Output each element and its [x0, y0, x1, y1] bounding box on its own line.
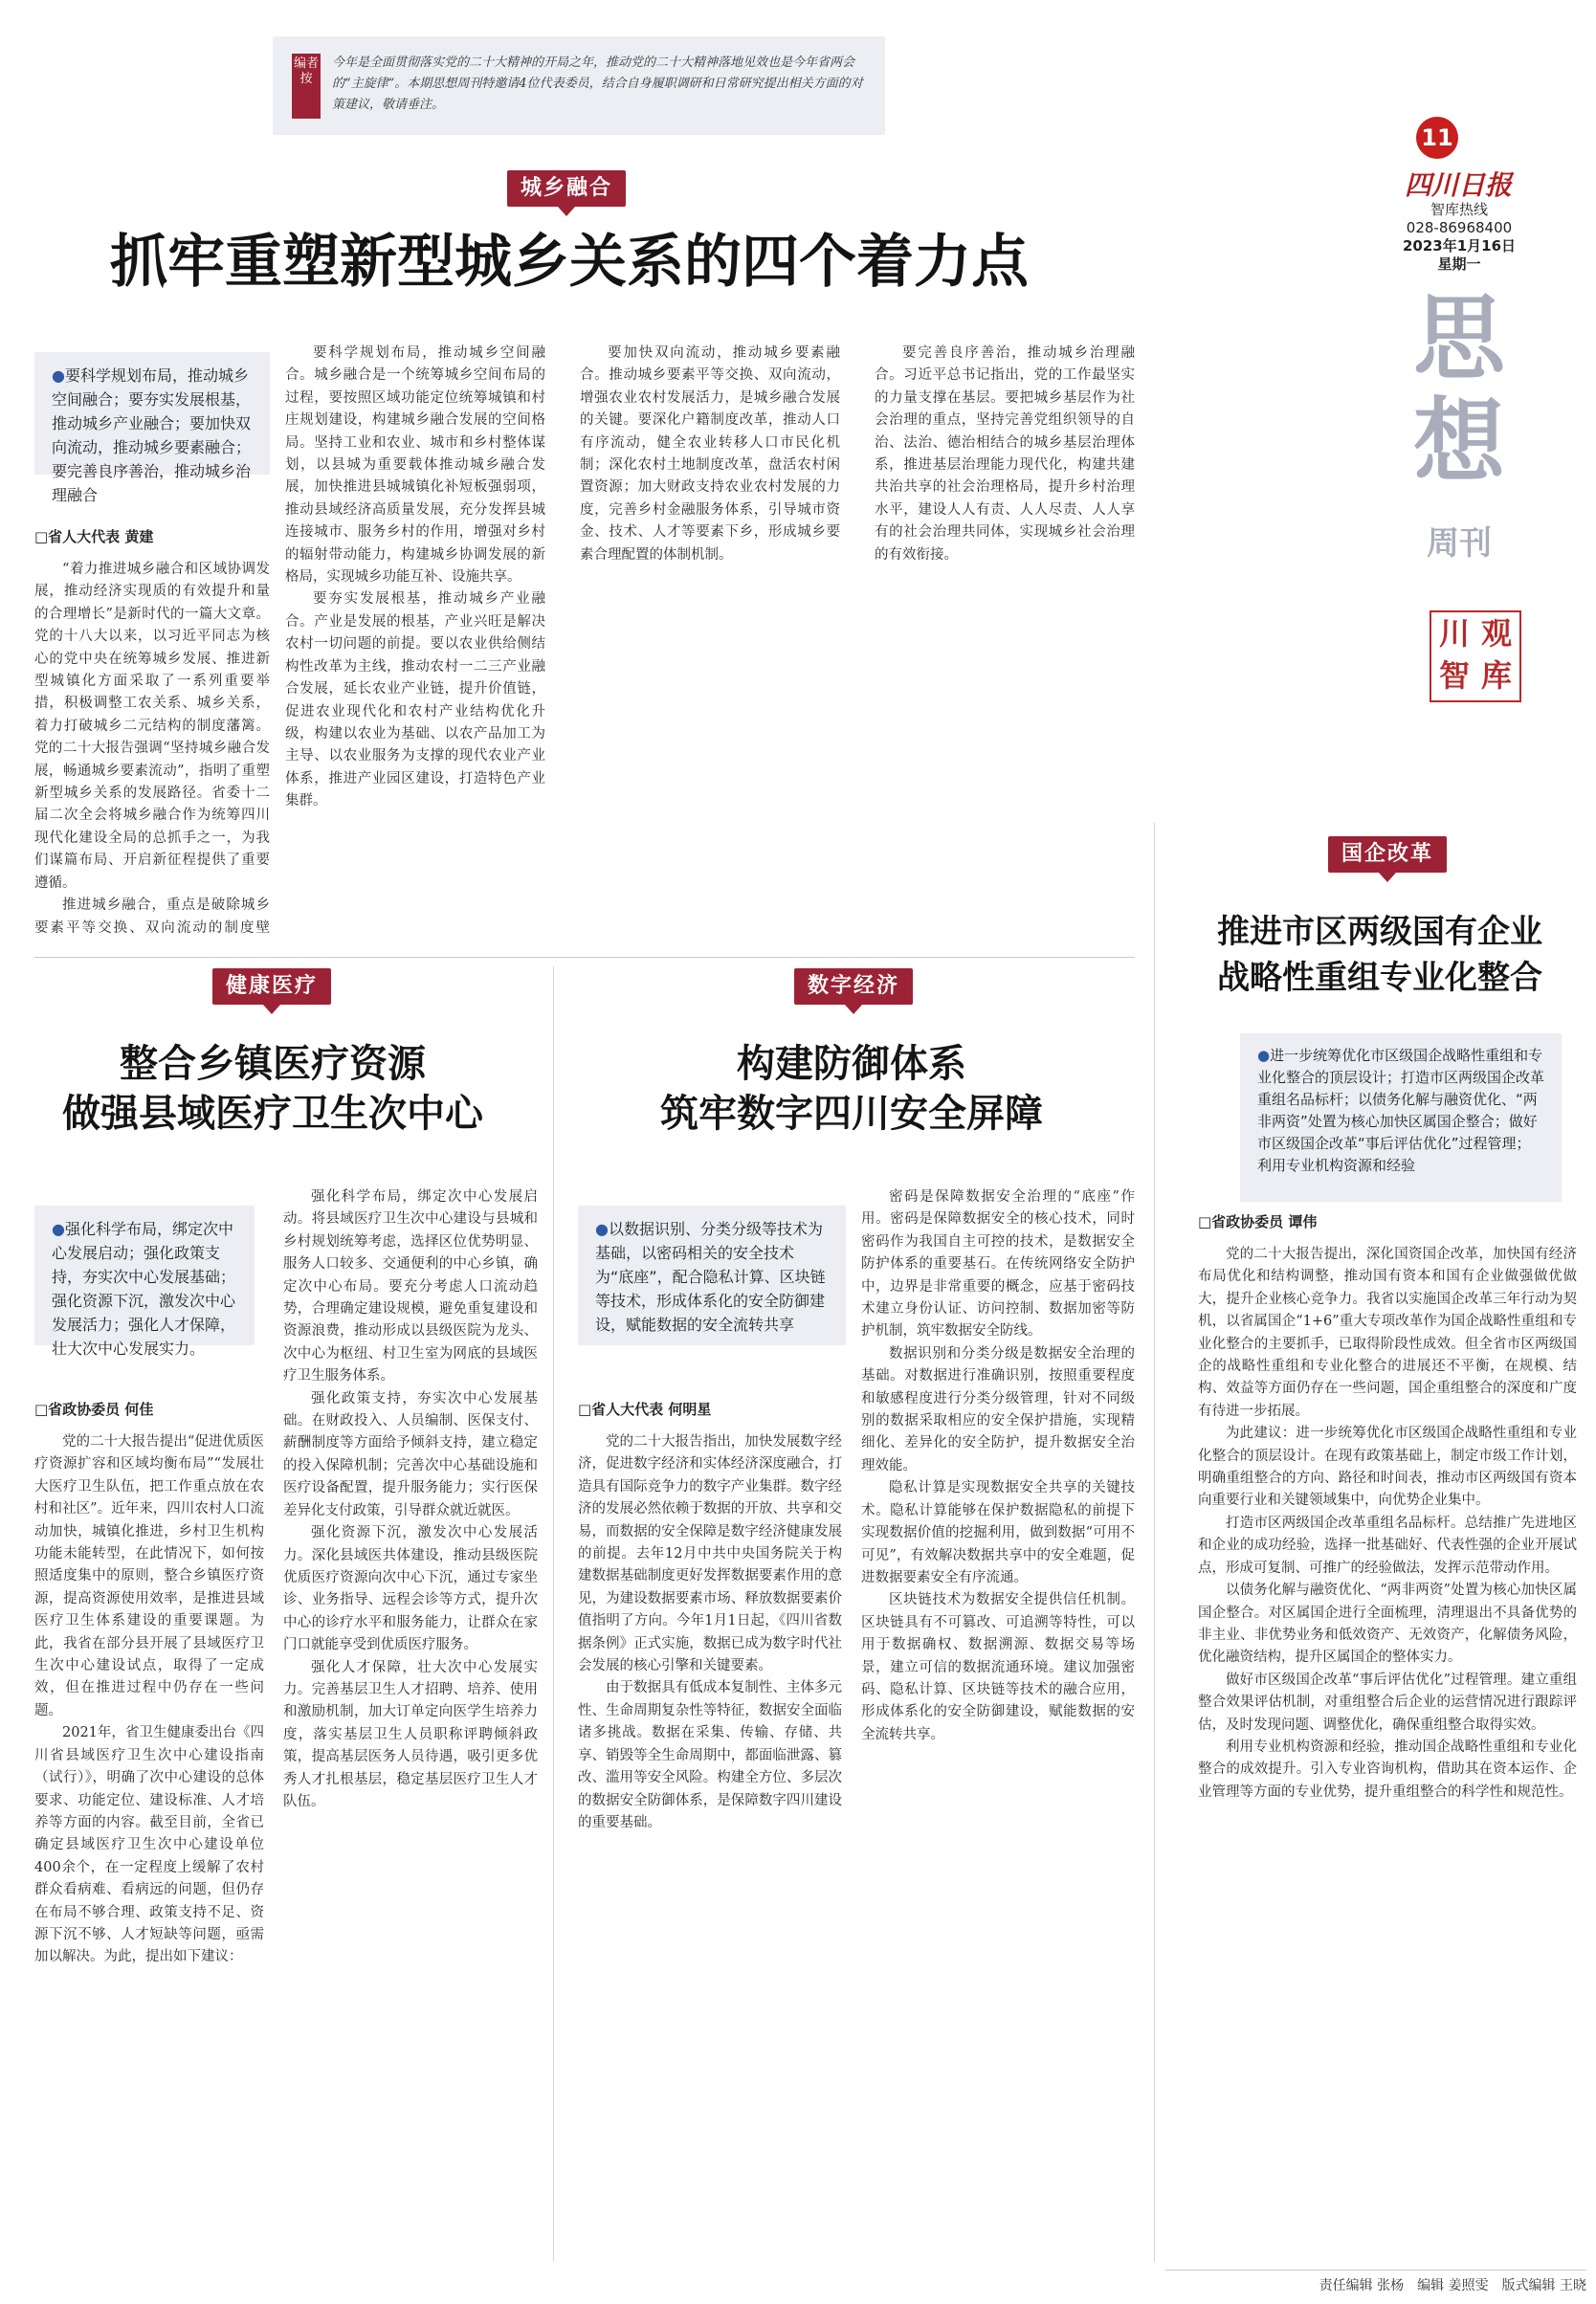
paragraph: 要夯实发展根基，推动城乡产业融合。产业是发展的根基，产业兴旺是解决农村一切问题的前提。要以农业供给侧结构性改革为主线，推动农村一二三产业融合发展，延长农业产业链，提升价值链，促进农业现代化和农村产业结构优化升级，构建以农业为基础、以农产品加工为主导、以农业服务为支撑的现代农业产业体系，推进产业园区建设，打造特色产业集群。 — [285, 591, 545, 809]
summary-text: 强化科学布局，绑定次中心发展启动；强化政策支持，夯实次中心发展基础；强化资源下沉，激发次中心发展活力；强化人才保障，壮大次中心发展实力。 — [52, 1220, 236, 1358]
headline-digital-line-2: 筑牢数字四川安全屏障 — [660, 1092, 1043, 1136]
issue-weekday: 星期一 — [1437, 255, 1481, 273]
headline-medical-line-1: 整合乡镇医疗资源 — [120, 1042, 426, 1086]
summary-digital — [578, 1206, 846, 1345]
section-title-thought — [1407, 284, 1512, 496]
digital-col-2 — [861, 1186, 1135, 2262]
paragraph: 强化资源下沉，激发次中心发展活力。深化县域医共体建设，推动县级医院优质医疗资源向次中心下沉，通过专家坐诊、业务指导、远程会诊等方式，提升次中心的诊疗水平和服务能力，让群众在家门口就能享受到优质医疗服务。 — [283, 1525, 538, 1653]
medical-col-1 — [34, 1431, 264, 2262]
summary-soe — [1240, 1033, 1562, 1202]
seal-char: 观 — [1480, 615, 1512, 652]
divider-line — [1154, 823, 1155, 2262]
paragraph: 密码是保障数据安全治理的“底座”作用。密码是保障数据安全的核心技术，同时密码作为我国自主可控的技术，是数据安全防护体系的重要基石。在传统网络安全防护中，边界是非常重要的概念，应基于密码技术建立身份认证、访问控制、数据加密等防护机制，筑牢数据安全防线。 — [861, 1189, 1135, 1340]
headline-soe — [1171, 909, 1588, 1001]
summary-text: 要科学规划布局，推动城乡空间融合；要夯实发展根基，推动城乡产业融合；要加快双向流动，推动城乡要素融合；要完善良序善治，推动城乡治理融合 — [52, 366, 252, 504]
headline-medical-line-2: 做强县域医疗卫生次中心 — [62, 1092, 483, 1136]
bullet-dot-icon: ● — [595, 1220, 609, 1238]
bullet-dot-icon: ● — [52, 1220, 65, 1238]
urban-rural-col-4 — [875, 343, 1135, 940]
digital-col-1 — [578, 1431, 842, 2262]
headline-digital-line-1: 构建防御体系 — [737, 1042, 966, 1086]
editor-credits: 责任编辑 张杨 编辑 姜照雯 版式编辑 王晓 — [1319, 2278, 1586, 2293]
paragraph: 为此建议：进一步统筹优化市区级国企战略性重组和专业化整合的顶层设计。在现有政策基础上，制定市级工作计划，明确重组整合的方向、路径和时间表，推动市区两级国有资本向重要行业和关键领域集中，向优势企业集中。 — [1198, 1426, 1577, 1509]
hotline-label: 智库热线 — [1430, 201, 1488, 218]
paragraph: 强化科学布局，绑定次中心发展启动。将县域医疗卫生次中心建设与县城和乡村规划统筹考虑，选择区位优势明显、服务人口较多、交通便利的中心乡镇，确定次中心布局。要充分考虑人口流动趋势，合理确定建设规模，避免重复建设和资源浪费，推动形成以县级医院为龙头、次中心为枢纽、村卫生室为网底的县域医疗卫生服务体系。 — [283, 1189, 538, 1385]
paragraph: 做好市区级国企改革“事后评估优化”过程管理。建立重组整合效果评估机制，对重组整合后企业的运营情况进行跟踪评估，及时发现问题、调整优化，确保重组整合取得实效。 — [1198, 1672, 1577, 1733]
seal-char: 川 — [1438, 615, 1470, 652]
headline-digital — [574, 1039, 1129, 1139]
byline-urban-rural: □省人大代表 黄建 — [34, 528, 154, 545]
headline-soe-line-2: 战略性重组专业化整合 — [1217, 959, 1542, 997]
seal-char: 库 — [1480, 657, 1512, 694]
paragraph: 打造市区两级国企改革重组名品标杆。总结推广先进地区和企业的成功经验，选择一批基础好、代表性强的企业开展试点，形成可复制、可推广的经验做法，发挥示范带动作用。 — [1198, 1515, 1577, 1576]
paragraph: 强化人才保障，壮大次中心发展实力。完善基层卫生人才招聘、培养、使用和激励机制，加大订单定向医学生培养力度，落实基层卫生人员职称评聘倾斜政策，提高基层医务人员待遇，吸引更多优秀人才扎根基层，稳定基层医疗卫生人才队伍。 — [283, 1659, 538, 1809]
paragraph: 要完善良序善治，推动城乡治理融合。习近平总书记指出，党的工作最坚实的力量支撑在基层。要把城乡基层作为社会治理的重点，坚持完善党组织领导的自治、法治、德治相结合的城乡基层治理体系，推进基层治理能力现代化，构建共建共治共享的社会治理格局，提升乡村治理水平，建设人人有责、人人尽责、人人享有的社会治理共同体，实现城乡社会治理的有效衔接。 — [875, 345, 1135, 563]
think-tank-seal — [1430, 610, 1521, 702]
byline-soe: □省政协委员 谭伟 — [1198, 1213, 1318, 1230]
section-tag-digital: 数字经济 — [794, 968, 913, 1005]
paragraph: 以债务化解与融资优化、“两非两资”处置为核心加快区属国企整合。对区属国企进行全面梳理，清理退出不具备优势的非主业、非优势业务和低效资产、无效资产，化解债务风险，优化融资结构，提升区属国企的整体实力。 — [1198, 1583, 1577, 1666]
section-char-1: 思 — [1413, 284, 1505, 392]
headline-soe-line-1: 推进市区两级国有企业 — [1217, 913, 1542, 951]
paragraph: 推进城乡融合，重点是破除城乡要素平等交换、双向流动的制度壁 — [34, 897, 270, 936]
urban-rural-col-3 — [580, 343, 840, 940]
summary-text: 以数据识别、分类分级等技术为基础，以密码相关的安全技术为“底座”，配合隐私计算、区块链等技术，形成体系化的安全防御建设，赋能数据的安全流转共享 — [595, 1220, 826, 1334]
summary-medical — [34, 1206, 255, 1358]
paragraph: 党的二十大报告指出，加快发展数字经济，促进数字经济和实体经济深度融合，打造具有国际竞争力的数字产业集群。数字经济的发展必然依赖于数据的开放、共享和交易，而数据的安全保障是数字经济健康发展的前提。去年12月中共中央国务院关于构建数据基础制度更好发挥数据要素作用的意见，为建设数据要素市场、释放数据要素价值指明了方向。今年1月1日起，《四川省数据条例》正式实施，数据已成为数字时代社会发展的核心引擎和关键要素。 — [578, 1434, 842, 1674]
seal-char: 智 — [1438, 657, 1470, 694]
editor-note-tag: 编者按 — [292, 54, 321, 119]
issue-date: 2023年1月16日 — [1402, 237, 1517, 255]
paragraph: 党的二十大报告提出“促进优质医疗资源扩容和区域均衡布局”“发展壮大医疗卫生队伍，把工作重点放在农村和社区”。近年来，四川农村人口流动加快，城镇化推进，乡村卫生机构功能未能转型，在此情况下，如何按照适度集中的原则，整合乡镇医疗资源，提高资源使用效率，是推进县域医疗卫生体系建设的重要课题。为此，我省在部分县开展了县域医疗卫生次中心建设试点，取得了一定成效，但在推进过程中仍存在一些问题。 — [34, 1434, 264, 1718]
divider-line — [553, 966, 554, 2262]
byline-digital: □省人大代表 何明星 — [578, 1401, 712, 1418]
section-weekly-label: 周刊 — [1427, 524, 1492, 563]
paragraph: 强化政策支持，夯实次中心发展基础。在财政投入、人员编制、医保支付、薪酬制度等方面给予倾斜支持，建立稳定的投入保障机制；完善次中心基础设施和医疗设备配置，提升服务能力；实行医保差异化支付政策，引导群众就近就医。 — [283, 1390, 538, 1518]
masthead-info — [1397, 201, 1521, 274]
headline-urban-rural: 抓牢重塑新型城乡关系的四个着力点 — [110, 229, 1029, 296]
editor-note-text: 今年是全面贯彻落实党的二十大精神的开局之年，推动党的二十大精神落地见效也是今年省两会的“主旋律”。本期思想周刊特邀请4位代表委员，结合自身履职调研和日常研究提出相关方面的对策建议，敬请垂注。 — [332, 55, 863, 112]
hotline-number: 028-86968400 — [1406, 219, 1513, 236]
headline-medical — [19, 1039, 526, 1139]
section-tag-medical: 健康医疗 — [212, 968, 331, 1005]
bullet-dot-icon: ● — [52, 366, 65, 385]
urban-rural-col-1 — [34, 559, 270, 940]
paper-logo: 四川日报 — [1404, 169, 1512, 201]
editor-note-box — [273, 36, 885, 135]
paragraph: 由于数据具有低成本复制性、主体多元性、生命周期复杂性等特征，数据安全面临诸多挑战。数据在采集、传输、存储、共享、销毁等全生命周期中，都面临泄露、篡改、滥用等安全风险。构建全方位、多层次的数据安全防御体系，是保障数字四川建设的重要基础。 — [578, 1680, 842, 1830]
paragraph: 数据识别和分类分级是数据安全治理的基础。对数据进行准确识别，按照重要程度和敏感程度进行分类分级管理，针对不同级别的数据采取相应的安全保护措施，实现精细化、差异化的安全防护，提升数据安全治理效能。 — [861, 1345, 1135, 1473]
medical-col-2 — [283, 1186, 538, 2262]
paragraph: 隐私计算是实现数据安全共享的关键技术。隐私计算能够在保护数据隐私的前提下实现数据价值的挖掘利用，做到数据“可用不可见”，有效解决数据共享中的安全难题，促进数据要素安全有序流通。 — [861, 1480, 1135, 1585]
paragraph: “着力推进城乡融合和区域协调发展，推动经济实现质的有效提升和量的合理增长”是新时代的一篇大文章。党的十八大以来，以习近平同志为核心的党中央在统筹城乡发展、推进新型城镇化方面采取了一系列重要举措，积极调整工农关系、城乡关系，着力打破城乡二元结构的制度藩篱。党的二十大报告强调“坚持城乡融合发展，畅通城乡要素流动”，指明了重塑新型城乡关系的发展路径。省委十二届二次全会将城乡融合作为统筹四川现代化建设全局的总抓手之一，为我们谋篇布局、开启新征程提供了重要遵循。 — [34, 562, 270, 891]
section-tag-soe: 国企改革 — [1328, 836, 1447, 873]
divider-line — [34, 957, 1135, 958]
paragraph: 区块链技术为数据安全提供信任机制。区块链具有不可篡改、可追溯等特性，可以用于数据确权、数据溯源、数据交易等场景，建立可信的数据流通环境。建议加强密码、隐私计算、区块链等技术的融合应用，形成体系化的安全防御建设，赋能数据的安全流转共享。 — [861, 1592, 1135, 1742]
page-number: 11 — [1416, 117, 1458, 159]
paragraph: 要科学规划布局，推动城乡空间融合。城乡融合是一个统筹城乡空间布局的过程，要按照区域功能定位统筹城镇和村庄规划建设，构建城乡融合发展的空间格局。坚持工业和农业、城市和乡村整体谋划，以县城为重要载体推动城乡融合发展，加快推进县城城镇化补短板强弱项，推动县域经济高质量发展，充分发挥县城连接城市、服务乡村的作用，增强对乡村的辐射带动能力，构建城乡协调发展的新格局，实现城乡功能互补、设施共享。 — [285, 345, 545, 586]
section-tag-urban-rural: 城乡融合 — [507, 170, 626, 207]
paragraph: 要加快双向流动，推动城乡要素融合。推动城乡要素平等交换、双向流动，增强农业农村发展活力，是城乡融合发展的关键。要深化户籍制度改革，推动人口有序流动，健全农业转移人口市民化机制；深化农村土地制度改革，盘活农村闲置资源；加大财政支持农业农村发展的力度，完善乡村金融服务体系，引导城市资金、技术、人才等要素下乡，形成城乡要素合理配置的体制机制。 — [580, 345, 840, 563]
paragraph: 2021年，省卫生健康委出台《四川省县域医疗卫生次中心建设指南（试行）》，明确了次中心建设的总体要求、功能定位、建设标准、人才培养等方面的内容。截至目前，全省已确定县域医疗卫生次中心建设单位400余个，在一定程度上缓解了农村群众看病难、看病远的问题，但仍存在布局不够合理、政策支持不足、资源下沉不够、人才短缺等问题，亟需加以解决。为此，提出如下建议： — [34, 1725, 264, 1965]
summary-urban-rural — [34, 352, 270, 504]
bullet-dot-icon: ● — [1257, 1047, 1271, 1064]
footer-rule — [1165, 2270, 1586, 2271]
soe-body — [1198, 1244, 1577, 2262]
paragraph: 利用专业机构资源和经验，推动国企战略性重组和专业化整合的成效提升。引入专业咨询机构，借助其在资本运作、企业管理等方面的专业优势，提升重组整合的科学性和规范性。 — [1198, 1739, 1577, 1800]
section-char-2: 想 — [1413, 388, 1505, 496]
urban-rural-col-2 — [285, 343, 545, 940]
byline-medical: □省政协委员 何佳 — [34, 1401, 154, 1418]
summary-text: 进一步统筹优化市区级国企战略性重组和专业化整合的顶层设计；打造市区两级国企改革重组名品标杆；以债务化解与融资优化、“两非两资”处置为核心加快区属国企整合；做好市区级国企改革“事后评估优化”过程管理；利用专业机构资源和经验 — [1257, 1047, 1545, 1174]
paragraph: 党的二十大报告提出，深化国资国企改革，加快国有经济布局优化和结构调整，推动国有资本和国有企业做强做优做大，提升企业核心竞争力。我省以实施国企改革三年行动为契机，以省属国企“1+6”重大专项改革作为国企战略性重组和专业化整合的主要抓手，已取得阶段性成效。但全省市区两级国企的战略性重组和专业化整合的进展还不平衡，在规模、结构、效益等方面仍存在一些问题，国企重组整合的深度和广度有待进一步拓展。 — [1198, 1247, 1577, 1419]
